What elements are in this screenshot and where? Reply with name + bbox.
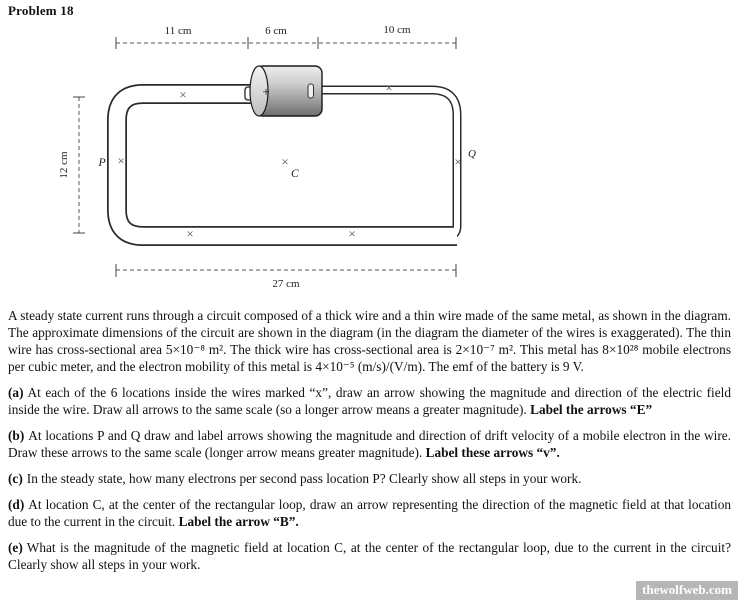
x-mark-center-c: × [281, 154, 289, 169]
page-title: Problem 18 [8, 3, 74, 18]
dim-label-10cm: 10 cm [383, 24, 411, 36]
part-a-bold: Label the arrows “E” [530, 402, 653, 417]
x-mark-right-q: × [454, 154, 462, 169]
x-mark-top-left: × [179, 87, 187, 102]
part-e-text: What is the magnitude of the magnetic field at location C, at the center of the rectangular loop, due to the current in the circuit? Clearly show all steps in your work. [8, 540, 731, 572]
dim-label-6cm: 6 cm [265, 25, 287, 37]
battery-plus-sign: + [262, 84, 270, 99]
part-a-label: (a) [8, 385, 24, 400]
problem-text [8, 307, 731, 582]
part-b-bold: Label these arrows “v”. [425, 445, 560, 460]
x-mark-left-p: × [117, 153, 125, 168]
dim-label-11cm: 11 cm [164, 25, 192, 37]
dimension-line-left [58, 97, 85, 233]
battery-negative-slot [308, 84, 314, 98]
part-d-label: (d) [8, 497, 25, 512]
part-a-text: At each of the 6 locations inside the wires marked “x”, draw an arrow showing the magnitude and direction of the electric field inside the wire. Draw all arrows to the same scale (so a longer arrow means a greater magnitude). [8, 385, 731, 417]
part-b [8, 427, 731, 461]
part-a [8, 384, 731, 418]
label-p: P [98, 155, 106, 169]
part-d-text: At location C, at the center of the rectangular loop, draw an arrow representing the direction of the magnetic field at that location due to the current in the circuit. [8, 497, 731, 529]
thin-wire-core [318, 90, 457, 236]
part-d-bold: Label the arrow “B”. [178, 514, 299, 529]
part-e-label: (e) [8, 540, 23, 555]
label-q: Q [468, 148, 476, 160]
thin-wire-outline [318, 90, 457, 236]
part-d [8, 496, 731, 530]
dimension-line-top [116, 24, 456, 49]
part-c-text: In the steady state, how many electrons per second pass location P? Clearly show all steps in your work. [26, 471, 582, 486]
part-e [8, 539, 731, 573]
part-b-label: (b) [8, 428, 25, 443]
intro-paragraph [8, 307, 731, 375]
x-mark-top-right: × [385, 80, 393, 95]
part-c-label: (c) [8, 471, 23, 486]
watermark: thewolfweb.com [636, 581, 738, 600]
dim-label-12cm: 12 cm [58, 151, 70, 179]
part-b-text: At locations P and Q draw and label arrows showing the magnitude and direction of drift velocity of a mobile electron in the wire. Draw these arrows to the same scale (longer arrow means greater magnitude). [8, 428, 731, 460]
label-c: C [291, 168, 299, 180]
battery [245, 66, 322, 116]
dim-label-27cm: 27 cm [272, 278, 300, 290]
part-c [8, 470, 731, 487]
dimension-line-bottom [116, 264, 456, 290]
x-mark-bottom-right: × [348, 226, 356, 241]
x-mark-bottom-left: × [186, 226, 194, 241]
intro-text: A steady state current runs through a circuit composed of a thick wire and a thin wire made of the same metal, as shown in the diagram. The approximate dimensions of the circuit are shown in the diagram (in the diagram the diameter of the wires is exaggerated). The thin wire has cross-sectional area 5×10⁻⁸ m². The thick wire has cross-sectional area is 2×10⁻⁷ m². This metal has 8×10²⁸ mobile electrons per cubic meter, and the electron mobility of this metal is 4×10⁻⁵ (m/s)/(V/m). The emf of the battery is 9 V. [8, 308, 731, 374]
